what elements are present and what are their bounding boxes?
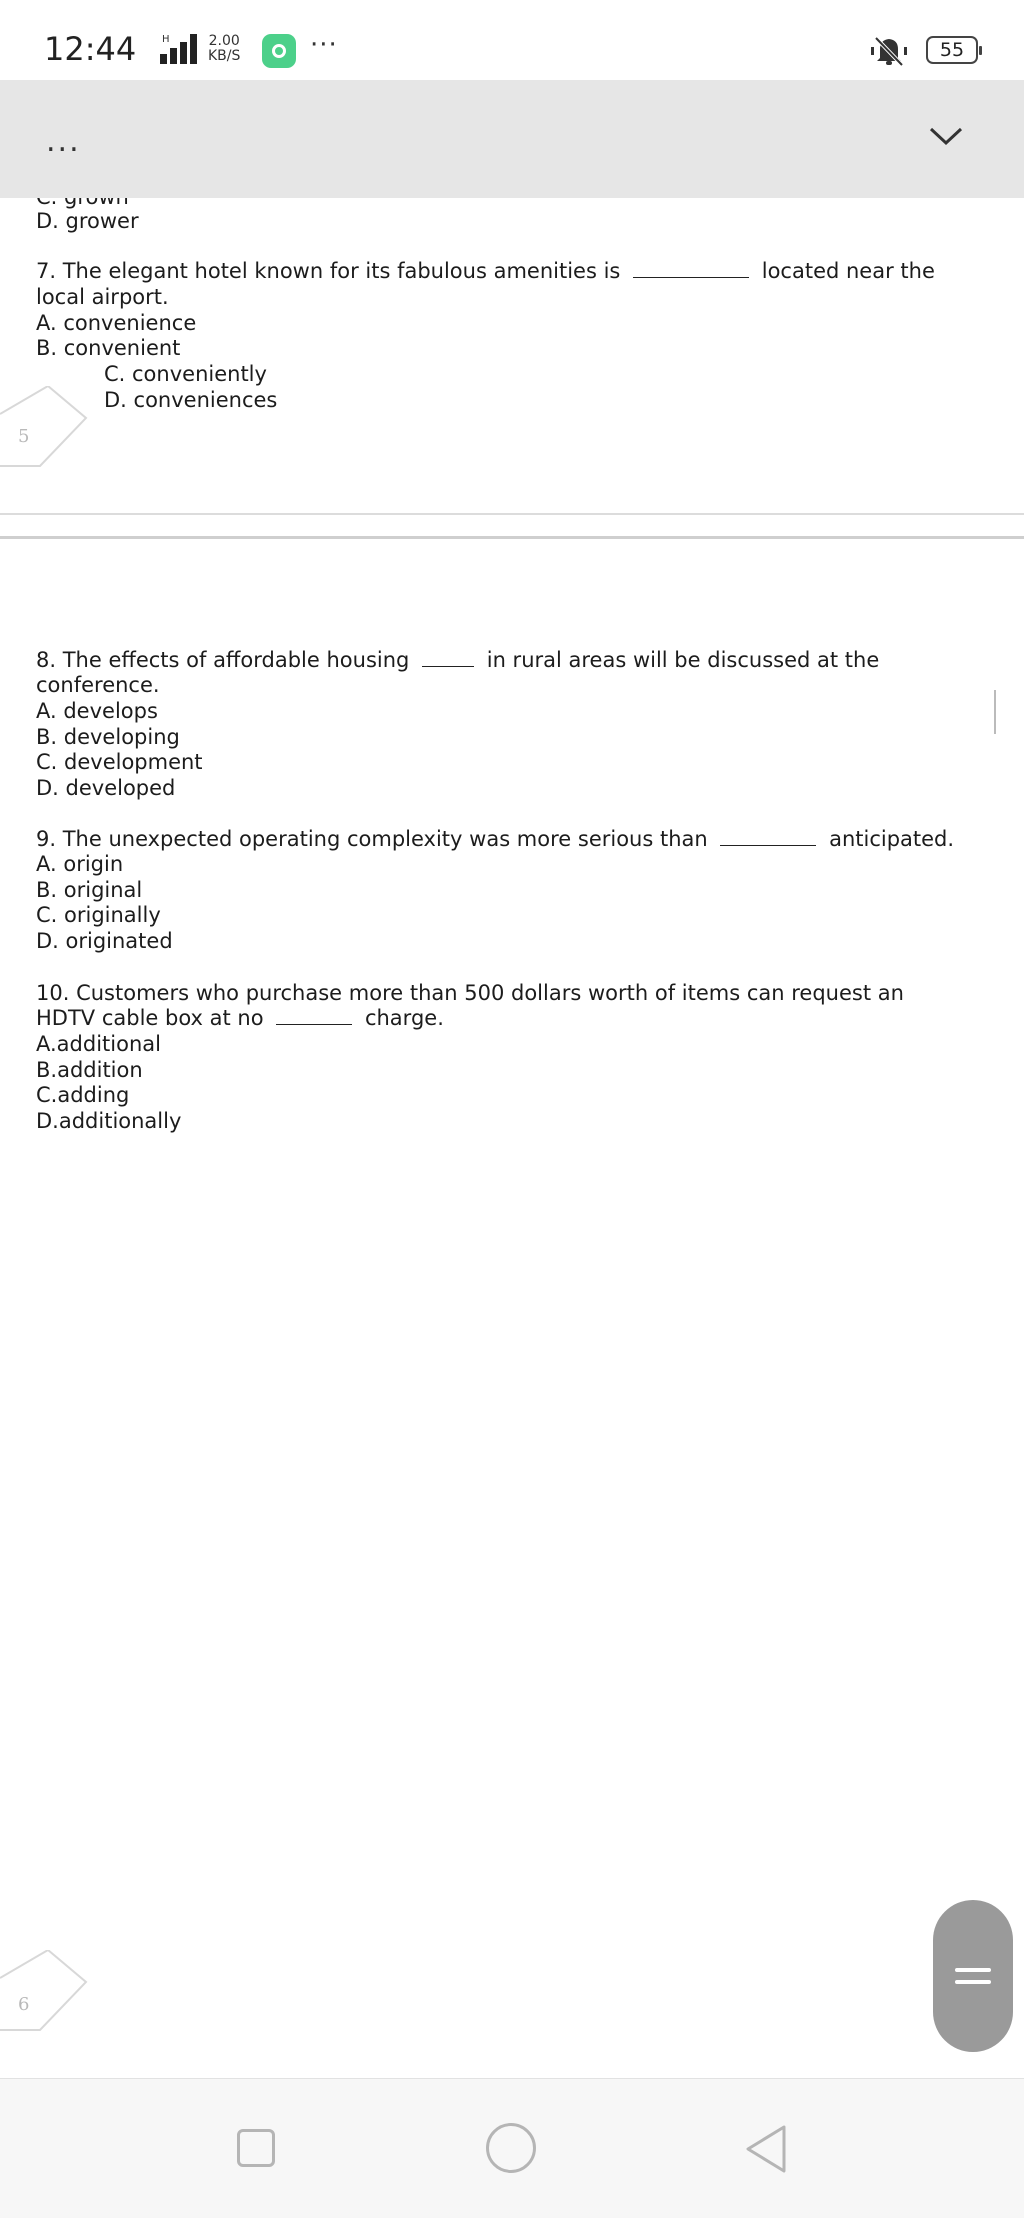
answer-blank <box>276 1006 352 1025</box>
network-speed-value: 2.00 <box>208 33 240 49</box>
option: C. originally <box>36 903 161 927</box>
square-recents-icon[interactable] <box>237 2129 275 2167</box>
question-text: local airport. <box>36 285 169 309</box>
option: C. conveniently <box>104 362 267 386</box>
question-text: conference. <box>36 673 160 697</box>
page-number: 5 <box>18 426 30 447</box>
network-speed <box>208 34 240 64</box>
option: A. convenience <box>36 311 197 335</box>
page-divider <box>0 513 1024 515</box>
network-type: H <box>162 34 170 45</box>
app-header <box>0 80 1024 198</box>
battery-indicator: 55 <box>926 36 978 64</box>
bell-muted-icon <box>870 34 908 68</box>
question-8 <box>36 647 966 673</box>
more-menu-button[interactable]: ... <box>46 124 81 159</box>
option: D. developed <box>36 776 176 800</box>
option: B. developing <box>36 725 180 749</box>
system-nav-bar <box>0 2078 1024 2218</box>
answer-blank <box>720 827 816 846</box>
question-text: 8. The effects of affordable housing <box>36 648 410 672</box>
question-text: HDTV cable box at no <box>36 1006 264 1030</box>
question-text: in rural areas will be discussed at the <box>486 648 880 672</box>
network-speed-unit: KB/S <box>208 48 241 64</box>
page-divider <box>0 536 1024 539</box>
option: C.adding <box>36 1083 130 1107</box>
circle-home-icon[interactable] <box>486 2123 536 2173</box>
status-bar <box>0 0 1024 80</box>
chevron-down-icon[interactable] <box>928 124 964 148</box>
option: D. conveniences <box>104 388 278 412</box>
option: B.addition <box>36 1058 143 1082</box>
option: A.additional <box>36 1032 161 1056</box>
scroll-indicator <box>994 690 996 734</box>
signal-icon <box>158 32 202 66</box>
option: A. origin <box>36 852 124 876</box>
page-number: 6 <box>18 1994 30 2015</box>
option: C. development <box>36 750 203 774</box>
status-overflow: ··· <box>310 30 338 60</box>
scroll-handle-button[interactable] <box>933 1900 1013 2052</box>
option: B. convenient <box>36 336 181 360</box>
option: A. develops <box>36 699 158 723</box>
triangle-back-icon[interactable] <box>744 2123 790 2175</box>
question-9 <box>36 826 966 852</box>
answer-blank <box>422 648 474 667</box>
page-corner-marker <box>0 386 90 476</box>
option: D.additionally <box>36 1109 182 1133</box>
page-corner-marker <box>0 1950 90 2040</box>
question-7 <box>36 258 966 284</box>
option: B. original <box>36 878 143 902</box>
question-text: 7. The elegant hotel known for its fabulous amenities is <box>36 259 621 283</box>
app-notification-icon <box>262 34 296 68</box>
option: D. originated <box>36 929 173 953</box>
question-text: anticipated. <box>829 827 955 851</box>
status-time: 12:44 <box>44 30 137 68</box>
question-text: 9. The unexpected operating complexity was more serious than <box>36 827 708 851</box>
question-text: charge. <box>364 1006 444 1030</box>
option: D. grower <box>36 209 139 233</box>
answer-blank <box>633 259 749 278</box>
question-text: located near the <box>761 259 935 283</box>
question-10-line2 <box>36 1005 966 1031</box>
question-10: 10. Customers who purchase more than 500 dollars worth of items can request an <box>36 981 904 1005</box>
